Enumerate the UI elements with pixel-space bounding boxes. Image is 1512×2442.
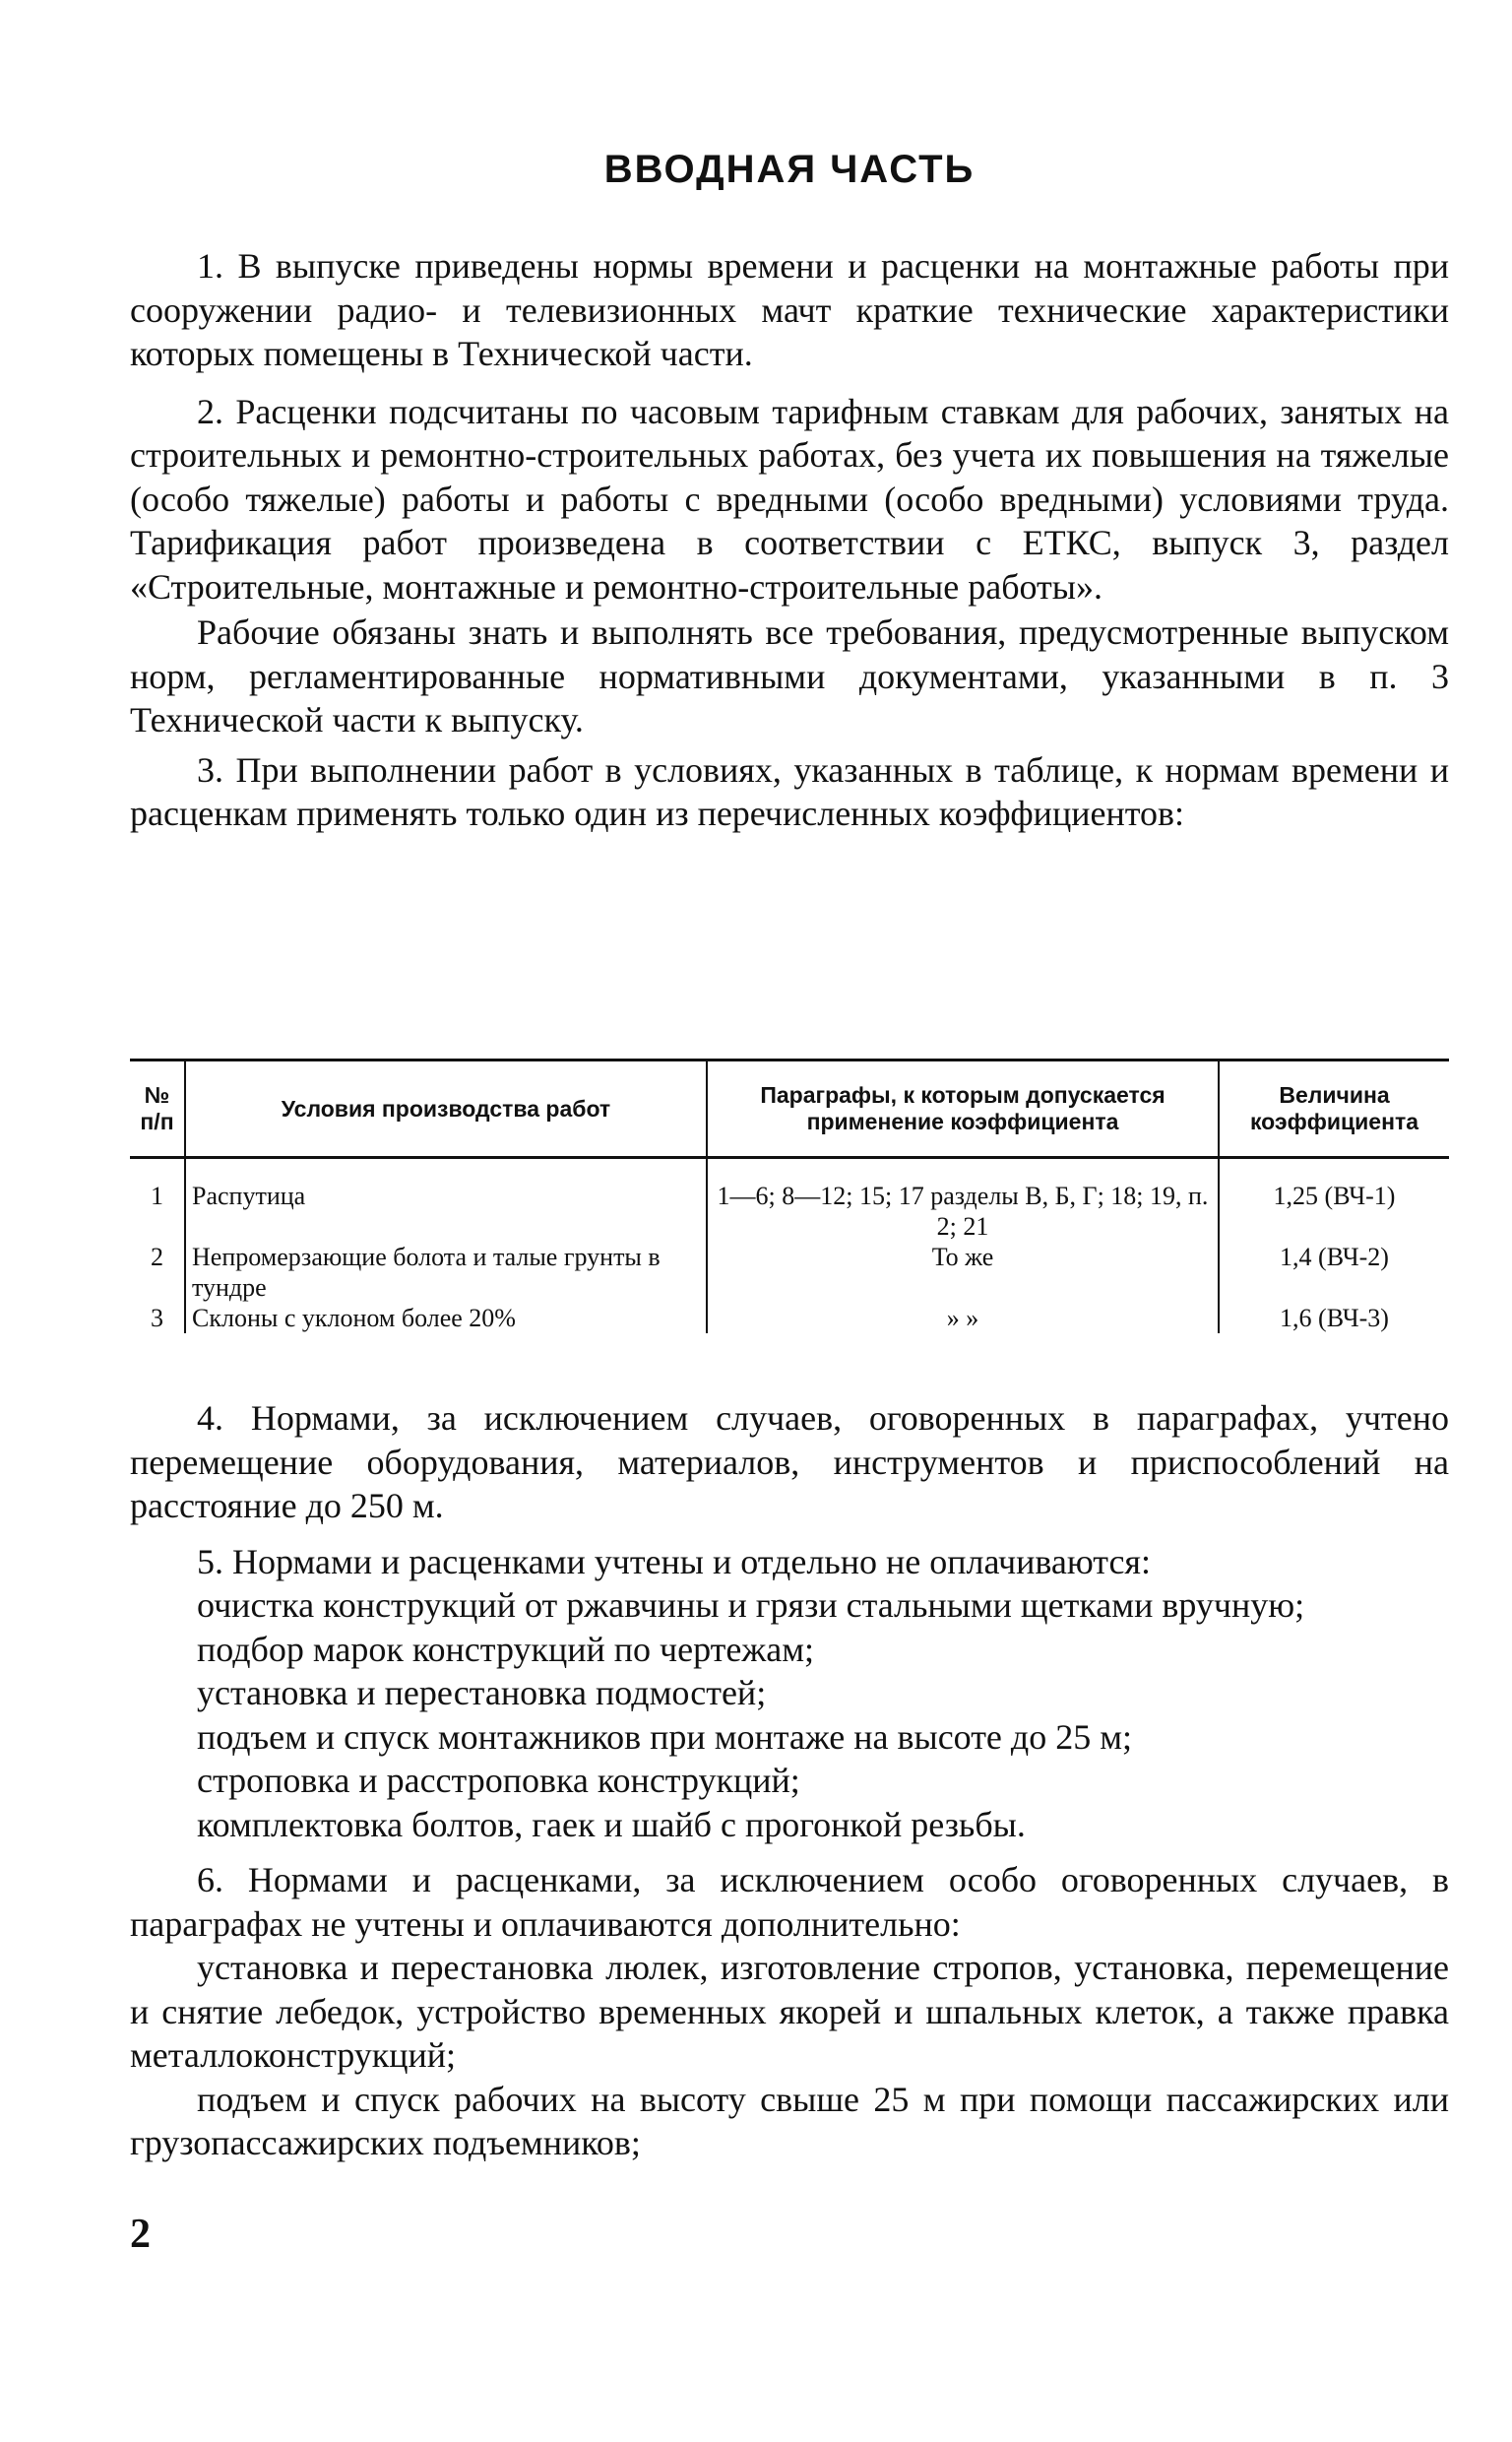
- cell-conditions: Распутица: [185, 1158, 707, 1243]
- page-title: ВВОДНАЯ ЧАСТЬ: [603, 148, 976, 191]
- cell-paragraphs: То же: [707, 1242, 1219, 1303]
- cell-coefficient: 1,6 (ВЧ-3): [1219, 1303, 1449, 1333]
- header-coefficient: Величина коэффициента: [1219, 1060, 1449, 1158]
- paragraph-3: 3. При выполнении работ в условиях, указанных в таблице, к нормам времени и расценкам применять только один из перечисленных коэффициентов:: [130, 749, 1449, 833]
- coefficients-table: [130, 1059, 1449, 1333]
- paragraph-5: 5. Нормами и расценками учтены и отдельно не оплачиваются:: [197, 1541, 1151, 1581]
- list-item: строповка и расстроповка конструкций;: [197, 1761, 800, 1800]
- cell-paragraphs: » »: [707, 1303, 1219, 1333]
- cell-conditions: Склоны с уклоном более 20%: [185, 1303, 707, 1333]
- paragraph-6: 6. Нормами и расценками, за исключением особо оговоренных случаев, в параграфах не учтены и оплачиваются дополнительно:: [130, 1860, 1449, 1944]
- section-rules: [130, 1396, 1449, 2165]
- paragraph-2: 2. Расценки подсчитаны по часовым тарифным ставкам для рабочих, занятых на строительных и ремонтно-строительных работах, без учета их повышения на тяжелые (особо тяжелые) работы и работы с вредными (особо вредными) условиями труда. Тарификация работ произведена в соответствии с ЕТКС, выпуск 3, раздел «Строительные, монтажные и ремонтно-строительные работы».: [130, 391, 1449, 607]
- section-intro: [130, 244, 1449, 836]
- table-row: [130, 1158, 1449, 1243]
- list-item: комплектовка болтов, гаек и шайб с прогонкой резьбы.: [197, 1804, 1026, 1844]
- cell-num: 2: [151, 1243, 163, 1271]
- header-num: № п/п: [130, 1060, 185, 1158]
- header-paragraphs: Параграфы, к которым допускается применение коэффициента: [707, 1060, 1219, 1158]
- paragraph-4: 4. Нормами, за исключением случаев, оговоренных в параграфах, учтено перемещение оборудования, материалов, инструментов и приспособлений на расстояние до 250 м.: [130, 1398, 1449, 1525]
- paragraph-2b: Рабочие обязаны знать и выполнять все требования, предусмотренные выпуском норм, регламентированные нормативными документами, указанными в п. 3 Технической части к выпуску.: [130, 612, 1449, 739]
- list-item: установка и перестановка подмостей;: [197, 1673, 767, 1712]
- cell-paragraphs: 1—6; 8—12; 15; 17 разделы В, Б, Г; 18; 19, п. 2; 21: [707, 1158, 1219, 1243]
- list-item: подбор марок конструкций по чертежам;: [197, 1629, 814, 1669]
- page-number: 2: [130, 2212, 151, 2257]
- cell-num: 1: [151, 1182, 163, 1210]
- list-item: установка и перестановка люлек, изготовление стропов, установка, перемещение и снятие лебедок, устройство временных якорей и шпальных клеток, а также правка металлоконструкций;: [130, 1948, 1449, 2075]
- cell-coefficient: 1,25 (ВЧ-1): [1219, 1158, 1449, 1243]
- cell-num: 3: [151, 1304, 163, 1332]
- cell-conditions: Непромерзающие болота и талые грунты в тундре: [185, 1242, 707, 1303]
- paragraph-1: 1. В выпуске приведены нормы времени и расценки на монтажные работы при сооружении радио- и телевизионных мачт краткие технические характеристики которых помещены в Технической части.: [130, 246, 1449, 373]
- table-row: [130, 1303, 1449, 1333]
- cell-coefficient: 1,4 (ВЧ-2): [1219, 1242, 1449, 1303]
- list-item: подъем и спуск рабочих на высоту свыше 25 м при помощи пассажирских или грузопассажирских подъемников;: [130, 2079, 1449, 2162]
- list-item: очистка конструкций от ржавчины и грязи стальными щетками вручную;: [197, 1585, 1305, 1625]
- table-header-row: [130, 1060, 1449, 1158]
- table-row: [130, 1242, 1449, 1303]
- header-conditions: Условия производства работ: [185, 1060, 707, 1158]
- list-item: подъем и спуск монтажников при монтаже на высоте до 25 м;: [197, 1716, 1133, 1757]
